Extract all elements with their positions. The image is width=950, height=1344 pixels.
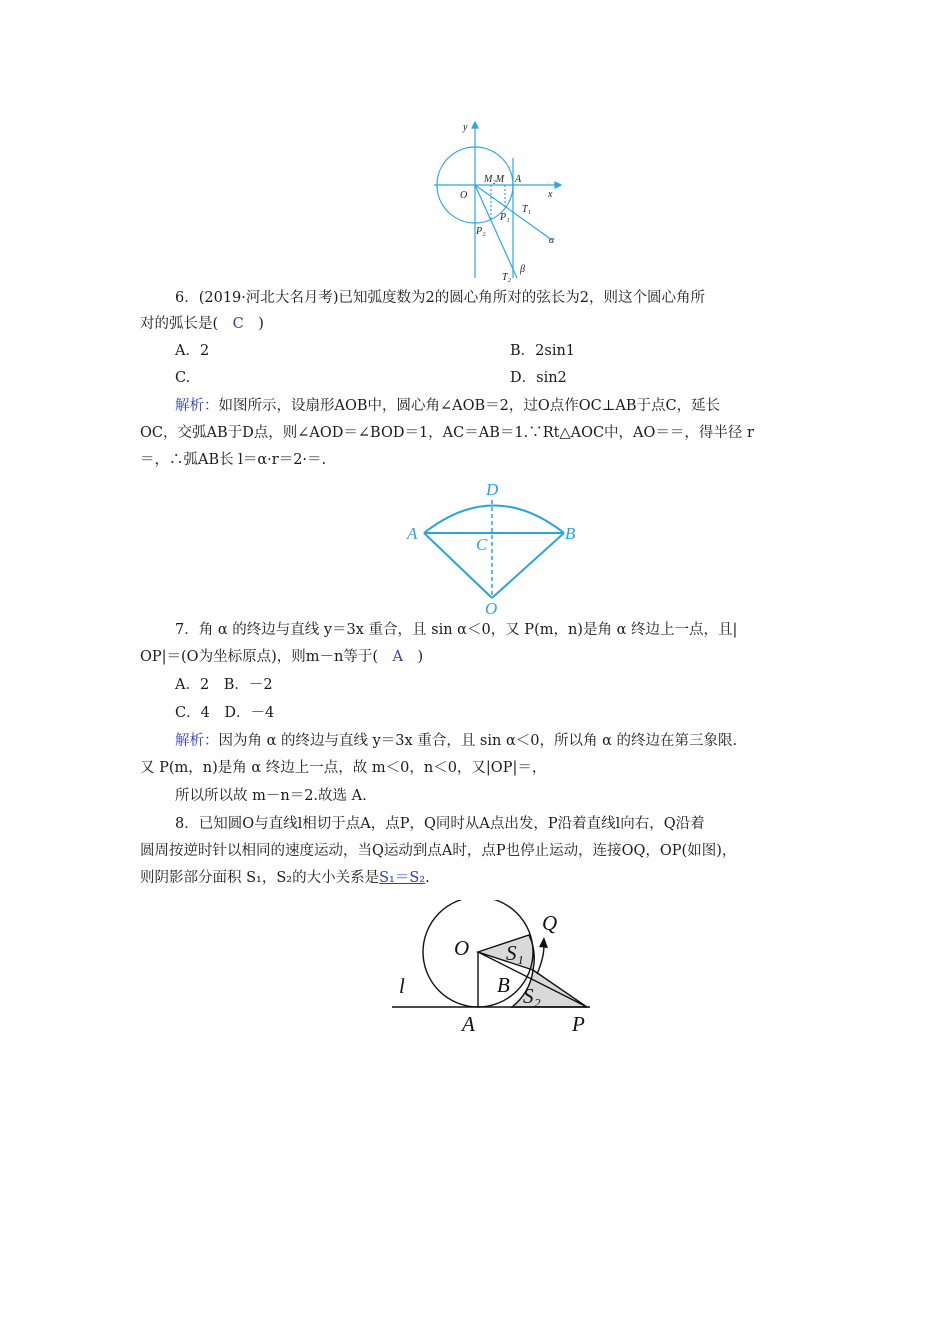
q8-stem-period: . [425,870,430,886]
q6-answer: C [232,316,244,332]
label-d: D [486,480,499,499]
q7-stem-end: OP|＝(O为坐标原点)，则m－n等于( [140,649,393,665]
q8-line-2: 圆周按逆时针以相同的速度运动，当Q运动到点A时，点P也停止运动，连接OQ，OP(如图)， [140,843,737,859]
label-l: l [399,974,405,998]
y-axis-arrow [472,122,478,128]
label-b: B [565,524,576,543]
label-y: y [463,122,468,133]
label-s2: S₂ [523,984,541,1008]
label-p1: P₁ [500,212,510,223]
q7-analysis-label: 解析： [175,733,219,749]
label-p2: P₂ [476,226,486,237]
label-s1: S₁ [506,941,524,965]
x-axis-arrow [555,182,561,188]
q6-line-1: 6．(2019·河北大名月考)已知弧度数为2的圆心角所对的弦长为2，则这个圆心角所 [175,290,705,306]
q8-line-3 [140,868,430,888]
q8-answer: S₁＝S₂ [379,870,426,886]
q7-analysis-line-3: 所以所以故 m－n＝2.故选 A. [175,788,367,804]
arc-ab [424,506,564,534]
q7-line-2 [140,647,423,667]
q6-line-2 [140,314,264,334]
q7-analysis-line-2: 又 P(m，n)是角 α 终边上一点，故 m＜0，n＜0，又|OP|＝， [140,760,547,776]
q8-line-1: 8．已知圆O与直线l相切于点A，点P，Q同时从A点出发，P沿着直线l向右，Q沿着 [175,816,705,832]
figure-unit-circle [420,118,570,288]
label-o: O [460,190,468,201]
label-c: C [476,535,488,554]
q7-options-cd: C．4 D．－4 [175,705,275,721]
q6-stem-close: ) [243,316,264,332]
q6-option-c: C. [175,370,191,386]
q6-stem-end: 对的弧长是( [140,316,233,332]
arrow-head [539,937,548,948]
label-a2: A [407,524,418,543]
label-beta: β [520,264,525,275]
label-t2: T₂ [502,272,512,283]
q7-line-1: 7．角 α 的终边与直线 y＝3x 重合，且 sin α＜0，又 P(m，n)是角 α 终边上一点，且| [175,622,738,638]
unit-circle-svg [420,118,570,288]
q6-option-b: B．2sin1 [510,343,576,359]
label-a: A [515,174,522,185]
label-b3: B [497,973,510,997]
q7-answer: A [392,649,403,665]
q7-analysis-line-1 [175,731,737,751]
circle-tangent-svg [392,900,592,1038]
sector-svg [404,478,584,618]
q6-analysis-label: 解析： [175,398,219,414]
q8-stem-end: 则阴影部分面积 S₁，S₂的大小关系是 [140,870,380,886]
figure-circle-tangent [392,900,592,1038]
label-m2m: M₂M [484,174,505,185]
q6-analysis-line-2: OC，交弧AB于D点，则∠AOD＝∠BOD＝1，AC＝AB＝1.∵Rt△AOC中，AO＝＝，得半径 r [140,425,754,441]
q6-option-a: A．2 [175,343,210,359]
label-p: P [572,1012,585,1036]
label-o2: O [485,599,498,618]
q6-analysis-text-1: 如图所示，设扇形AOB中，圆心角∠AOB＝2，过O点作OC⊥AB于点C，延长 [218,398,721,414]
figure-sector [404,478,584,618]
label-x: x [548,189,553,200]
label-q: Q [542,911,558,935]
q6-analysis-line-3: ＝，∴弧AB长 l＝α·r＝2·＝. [140,452,327,468]
label-t1: T₁ [522,204,532,215]
label-a3: A [462,1012,475,1036]
label-o3: O [454,936,470,960]
q7-stem-close: ) [402,649,424,665]
q6-option-d: D．sin2 [510,370,567,386]
radius-ob [492,533,564,598]
q6-analysis-line-1 [175,396,720,416]
arrow-path [537,945,544,974]
label-alpha: α [549,235,555,246]
q7-analysis-text-1: 因为角 α 的终边与直线 y＝3x 重合，且 sin α＜0，所以角 α 的终边在第三象限. [218,733,738,749]
q7-options-ab: A．2 B．－2 [175,677,273,693]
